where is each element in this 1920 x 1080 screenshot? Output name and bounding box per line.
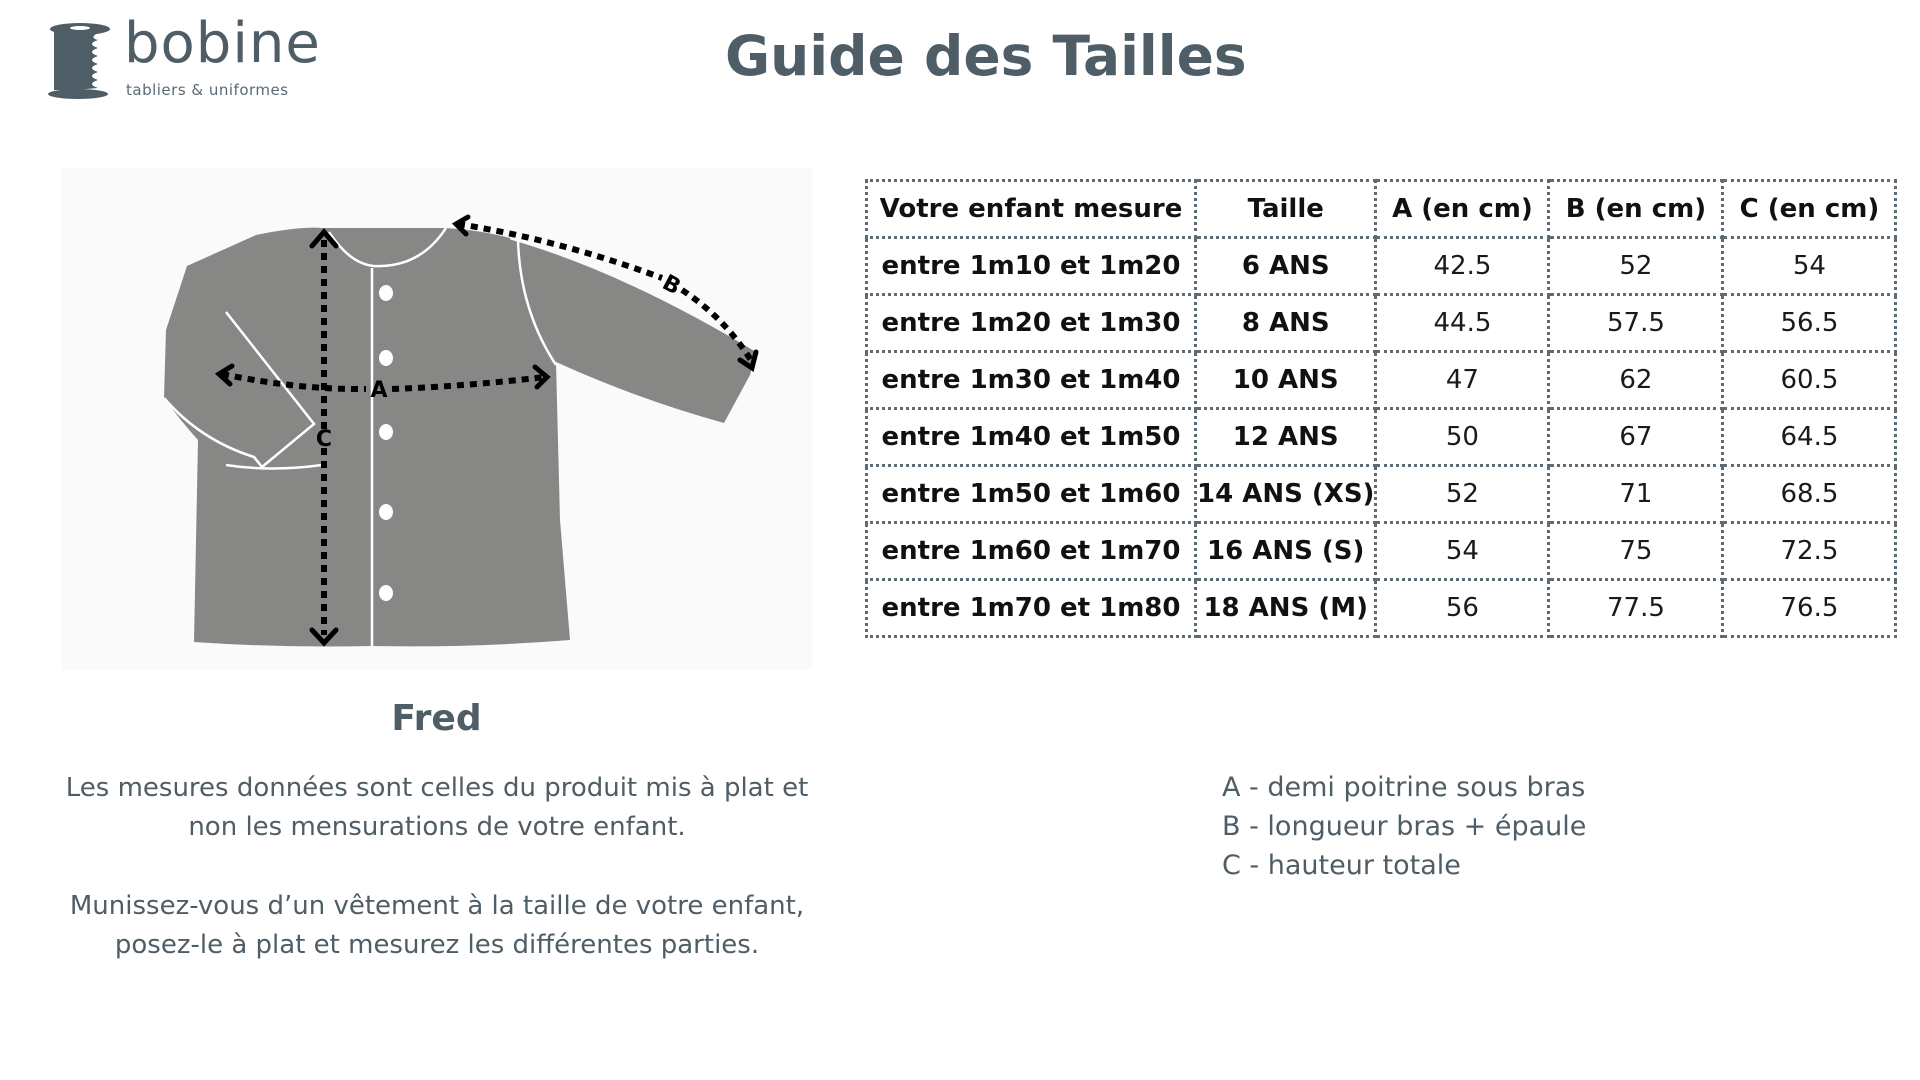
cell-c: 54: [1723, 238, 1896, 295]
table-row: [867, 352, 1896, 409]
cell-c: 60.5: [1723, 352, 1896, 409]
table-row: [867, 238, 1896, 295]
cell-height-range: entre 1m10 et 1m20: [867, 238, 1196, 295]
label-c: C: [315, 427, 333, 452]
jacket-illustration: [61, 168, 812, 670]
cell-height-range: entre 1m70 et 1m80: [867, 580, 1196, 637]
cell-size: 14 ANS (XS): [1196, 466, 1376, 523]
cell-b: 67: [1549, 409, 1723, 466]
cell-c: 68.5: [1723, 466, 1896, 523]
cell-b: 57.5: [1549, 295, 1723, 352]
product-name: Fred: [391, 698, 482, 739]
cell-a: 42.5: [1376, 238, 1549, 295]
cell-c: 76.5: [1723, 580, 1896, 637]
cell-size: 12 ANS: [1196, 409, 1376, 466]
label-b: B: [658, 270, 685, 301]
cell-b: 52: [1549, 238, 1723, 295]
label-a: A: [370, 378, 388, 403]
cell-a: 54: [1376, 523, 1549, 580]
size-table: [865, 179, 1897, 638]
brand-name: bobine: [124, 11, 321, 76]
cell-a: 52: [1376, 466, 1549, 523]
cell-size: 8 ANS: [1196, 295, 1376, 352]
table-row: [867, 523, 1896, 580]
measuring-instructions: [20, 887, 854, 965]
cell-size: 16 ANS (S): [1196, 523, 1376, 580]
legend-item-a: A - demi poitrine sous bras: [1222, 772, 1586, 803]
cell-height-range: entre 1m40 et 1m50: [867, 409, 1196, 466]
table-row: [867, 409, 1896, 466]
cell-b: 71: [1549, 466, 1723, 523]
table-row: [867, 295, 1896, 352]
legend-item-c: C - hauteur totale: [1222, 850, 1461, 881]
cell-height-range: entre 1m50 et 1m60: [867, 466, 1196, 523]
header-size: Taille: [1196, 181, 1376, 238]
header-child-height: Votre enfant mesure: [867, 181, 1196, 238]
cell-c: 56.5: [1723, 295, 1896, 352]
jacket-measurement-diagram: [0, 0, 900, 700]
measurement-legend: [1222, 768, 1586, 885]
cell-b: 75: [1549, 523, 1723, 580]
cell-height-range: entre 1m30 et 1m40: [867, 352, 1196, 409]
cell-a: 44.5: [1376, 295, 1549, 352]
cell-height-range: entre 1m60 et 1m70: [867, 523, 1196, 580]
cell-a: 50: [1376, 409, 1549, 466]
page-title: Guide des Tailles: [725, 24, 1247, 88]
legend-item-b: B - longueur bras + épaule: [1222, 811, 1587, 842]
measurement-note-line: Les mesures données sont celles du produit mis à plat et: [65, 773, 809, 803]
measurement-note-line: non les mensurations de votre enfant.: [188, 812, 686, 842]
cell-a: 47: [1376, 352, 1549, 409]
brand-tagline: tabliers & uniformes: [126, 81, 289, 99]
cell-height-range: entre 1m20 et 1m30: [867, 295, 1196, 352]
table-row: [867, 466, 1896, 523]
cell-size: 6 ANS: [1196, 238, 1376, 295]
table-header-row: [867, 181, 1896, 238]
measurement-note: [20, 769, 854, 847]
cell-size: 18 ANS (M): [1196, 580, 1376, 637]
cell-b: 77.5: [1549, 580, 1723, 637]
cell-a: 56: [1376, 580, 1549, 637]
cell-size: 10 ANS: [1196, 352, 1376, 409]
cell-c: 64.5: [1723, 409, 1896, 466]
instructions-line: Munissez-vous d’un vêtement à la taille de votre enfant,: [69, 891, 805, 921]
header-a: A (en cm): [1376, 181, 1549, 238]
cell-c: 72.5: [1723, 523, 1896, 580]
header-c: C (en cm): [1723, 181, 1896, 238]
table-row: [867, 580, 1896, 637]
cell-b: 62: [1549, 352, 1723, 409]
instructions-line: posez-le à plat et mesurez les différentes parties.: [114, 930, 760, 960]
header-b: B (en cm): [1549, 181, 1723, 238]
